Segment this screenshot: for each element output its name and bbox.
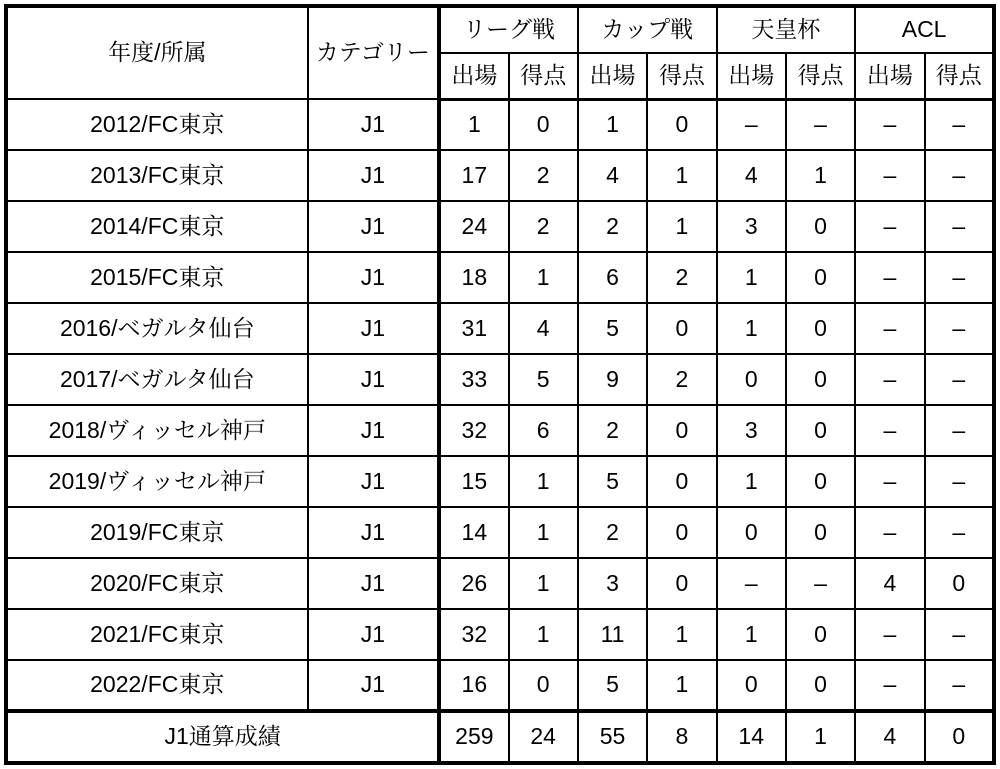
category-cell: J1 <box>308 303 440 354</box>
stat-cell: 32 <box>439 609 508 660</box>
stat-cell: – <box>925 303 994 354</box>
stat-cell: 0 <box>647 99 716 150</box>
stat-cell: 3 <box>717 201 786 252</box>
category-cell: J1 <box>308 150 440 201</box>
year-club-cell: 2015/FC東京 <box>6 252 308 303</box>
stat-cell: 0 <box>786 201 855 252</box>
stat-cell: – <box>786 99 855 150</box>
stat-cell: 33 <box>439 354 508 405</box>
total-stat-cell: 1 <box>786 711 855 763</box>
table-row <box>6 405 994 456</box>
apps-subheader: 出場 <box>578 53 647 99</box>
stat-cell: 2 <box>578 405 647 456</box>
category-cell: J1 <box>308 507 440 558</box>
emperors-cup-group-header: 天皇杯 <box>717 6 856 53</box>
stat-cell: – <box>855 609 924 660</box>
stat-cell: 14 <box>439 507 508 558</box>
apps-subheader: 出場 <box>855 53 924 99</box>
stat-cell: 0 <box>786 456 855 507</box>
stat-cell: 2 <box>509 201 578 252</box>
year-club-cell: 2018/ヴィッセル神戸 <box>6 405 308 456</box>
apps-subheader: 出場 <box>439 53 508 99</box>
table-row <box>6 354 994 405</box>
stat-cell: 18 <box>439 252 508 303</box>
stat-cell: 5 <box>578 456 647 507</box>
category-cell: J1 <box>308 252 440 303</box>
stat-cell: 0 <box>647 558 716 609</box>
stat-cell: 1 <box>509 252 578 303</box>
stat-cell: 1 <box>786 150 855 201</box>
stat-cell: – <box>925 660 994 711</box>
stat-cell: 9 <box>578 354 647 405</box>
stat-cell: 0 <box>717 660 786 711</box>
total-stat-cell: 0 <box>925 711 994 763</box>
stat-cell: – <box>925 201 994 252</box>
stat-cell: 0 <box>509 660 578 711</box>
stat-cell: 1 <box>717 303 786 354</box>
stat-cell: – <box>855 405 924 456</box>
category-cell: J1 <box>308 456 440 507</box>
stat-cell: – <box>855 303 924 354</box>
stat-cell: 1 <box>439 99 508 150</box>
stat-cell: 0 <box>786 507 855 558</box>
category-cell: J1 <box>308 201 440 252</box>
stat-cell: – <box>855 252 924 303</box>
stat-cell: 0 <box>786 660 855 711</box>
stat-cell: 4 <box>717 150 786 201</box>
category-header: カテゴリー <box>308 6 440 99</box>
totals-label-cell: J1通算成績 <box>6 711 439 763</box>
year-club-cell: 2019/FC東京 <box>6 507 308 558</box>
year-club-cell: 2017/ベガルタ仙台 <box>6 354 308 405</box>
stat-cell: 0 <box>647 303 716 354</box>
total-stat-cell: 14 <box>717 711 786 763</box>
year-club-header: 年度/所属 <box>6 6 308 99</box>
stat-cell: 26 <box>439 558 508 609</box>
cup-group-header: カップ戦 <box>578 6 717 53</box>
stat-cell: 2 <box>509 150 578 201</box>
stat-cell: 1 <box>717 609 786 660</box>
stat-cell: 1 <box>509 558 578 609</box>
year-club-cell: 2019/ヴィッセル神戸 <box>6 456 308 507</box>
stat-cell: – <box>855 354 924 405</box>
stat-cell: – <box>717 558 786 609</box>
stat-cell: – <box>925 405 994 456</box>
stat-cell: 3 <box>717 405 786 456</box>
goals-subheader: 得点 <box>925 53 994 99</box>
stat-cell: 0 <box>786 405 855 456</box>
stat-cell: 0 <box>647 507 716 558</box>
table-row <box>6 150 994 201</box>
stat-cell: – <box>925 609 994 660</box>
stat-cell: – <box>925 507 994 558</box>
stat-cell: 0 <box>925 558 994 609</box>
stat-cell: 5 <box>578 660 647 711</box>
stat-cell: 0 <box>509 99 578 150</box>
stat-cell: 2 <box>578 507 647 558</box>
stat-cell: – <box>925 150 994 201</box>
category-cell: J1 <box>308 660 440 711</box>
stat-cell: – <box>925 456 994 507</box>
stat-cell: 1 <box>509 456 578 507</box>
acl-group-header: ACL <box>855 6 994 53</box>
year-club-cell: 2021/FC東京 <box>6 609 308 660</box>
total-stat-cell: 8 <box>647 711 716 763</box>
stat-cell: 0 <box>786 354 855 405</box>
stat-cell: 16 <box>439 660 508 711</box>
stat-cell: 2 <box>578 201 647 252</box>
stat-cell: 1 <box>578 99 647 150</box>
header-group-row <box>6 6 994 53</box>
stat-cell: 6 <box>578 252 647 303</box>
table-row <box>6 303 994 354</box>
table-row <box>6 201 994 252</box>
stat-cell: 3 <box>578 558 647 609</box>
goals-subheader: 得点 <box>786 53 855 99</box>
stat-cell: 1 <box>509 507 578 558</box>
stat-cell: – <box>925 252 994 303</box>
stat-cell: 11 <box>578 609 647 660</box>
stat-cell: 0 <box>647 405 716 456</box>
career-stats-table <box>4 4 996 765</box>
table-row <box>6 252 994 303</box>
league-group-header: リーグ戦 <box>439 6 578 53</box>
year-club-cell: 2020/FC東京 <box>6 558 308 609</box>
stat-cell: 5 <box>578 303 647 354</box>
stat-cell: – <box>855 660 924 711</box>
stat-cell: 31 <box>439 303 508 354</box>
stat-cell: 0 <box>717 507 786 558</box>
stat-cell: 24 <box>439 201 508 252</box>
category-cell: J1 <box>308 558 440 609</box>
table-row <box>6 609 994 660</box>
stat-cell: – <box>855 507 924 558</box>
year-club-cell: 2022/FC東京 <box>6 660 308 711</box>
goals-subheader: 得点 <box>509 53 578 99</box>
stat-cell: – <box>925 354 994 405</box>
stat-cell: 1 <box>717 252 786 303</box>
stat-cell: 32 <box>439 405 508 456</box>
stat-cell: 2 <box>647 252 716 303</box>
stat-cell: – <box>855 201 924 252</box>
year-club-cell: 2012/FC東京 <box>6 99 308 150</box>
stat-cell: – <box>717 99 786 150</box>
total-stat-cell: 24 <box>509 711 578 763</box>
table-row <box>6 558 994 609</box>
stat-cell: 0 <box>717 354 786 405</box>
stat-cell: 4 <box>855 558 924 609</box>
apps-subheader: 出場 <box>717 53 786 99</box>
stat-cell: – <box>855 150 924 201</box>
category-cell: J1 <box>308 354 440 405</box>
stat-cell: 17 <box>439 150 508 201</box>
total-stat-cell: 55 <box>578 711 647 763</box>
category-cell: J1 <box>308 99 440 150</box>
stat-cell: 0 <box>786 609 855 660</box>
goals-subheader: 得点 <box>647 53 716 99</box>
stat-cell: 1 <box>717 456 786 507</box>
stat-cell: 1 <box>647 609 716 660</box>
table-row <box>6 507 994 558</box>
table-row <box>6 660 994 711</box>
stat-cell: – <box>925 99 994 150</box>
year-club-cell: 2013/FC東京 <box>6 150 308 201</box>
table-row <box>6 456 994 507</box>
stat-cell: 4 <box>509 303 578 354</box>
stat-cell: 2 <box>647 354 716 405</box>
stat-cell: 15 <box>439 456 508 507</box>
stat-cell: – <box>855 99 924 150</box>
stat-cell: – <box>855 456 924 507</box>
category-cell: J1 <box>308 609 440 660</box>
stat-cell: 4 <box>578 150 647 201</box>
stat-cell: 1 <box>647 150 716 201</box>
year-club-cell: 2016/ベガルタ仙台 <box>6 303 308 354</box>
stat-cell: 0 <box>647 456 716 507</box>
stat-cell: 1 <box>647 660 716 711</box>
total-stat-cell: 4 <box>855 711 924 763</box>
stat-cell: – <box>786 558 855 609</box>
stat-cell: 0 <box>786 252 855 303</box>
stat-cell: 6 <box>509 405 578 456</box>
table-row <box>6 99 994 150</box>
category-cell: J1 <box>308 405 440 456</box>
year-club-cell: 2014/FC東京 <box>6 201 308 252</box>
totals-row <box>6 711 994 763</box>
stat-cell: 1 <box>509 609 578 660</box>
stat-cell: 5 <box>509 354 578 405</box>
total-stat-cell: 259 <box>439 711 508 763</box>
stat-cell: 1 <box>647 201 716 252</box>
stat-cell: 0 <box>786 303 855 354</box>
